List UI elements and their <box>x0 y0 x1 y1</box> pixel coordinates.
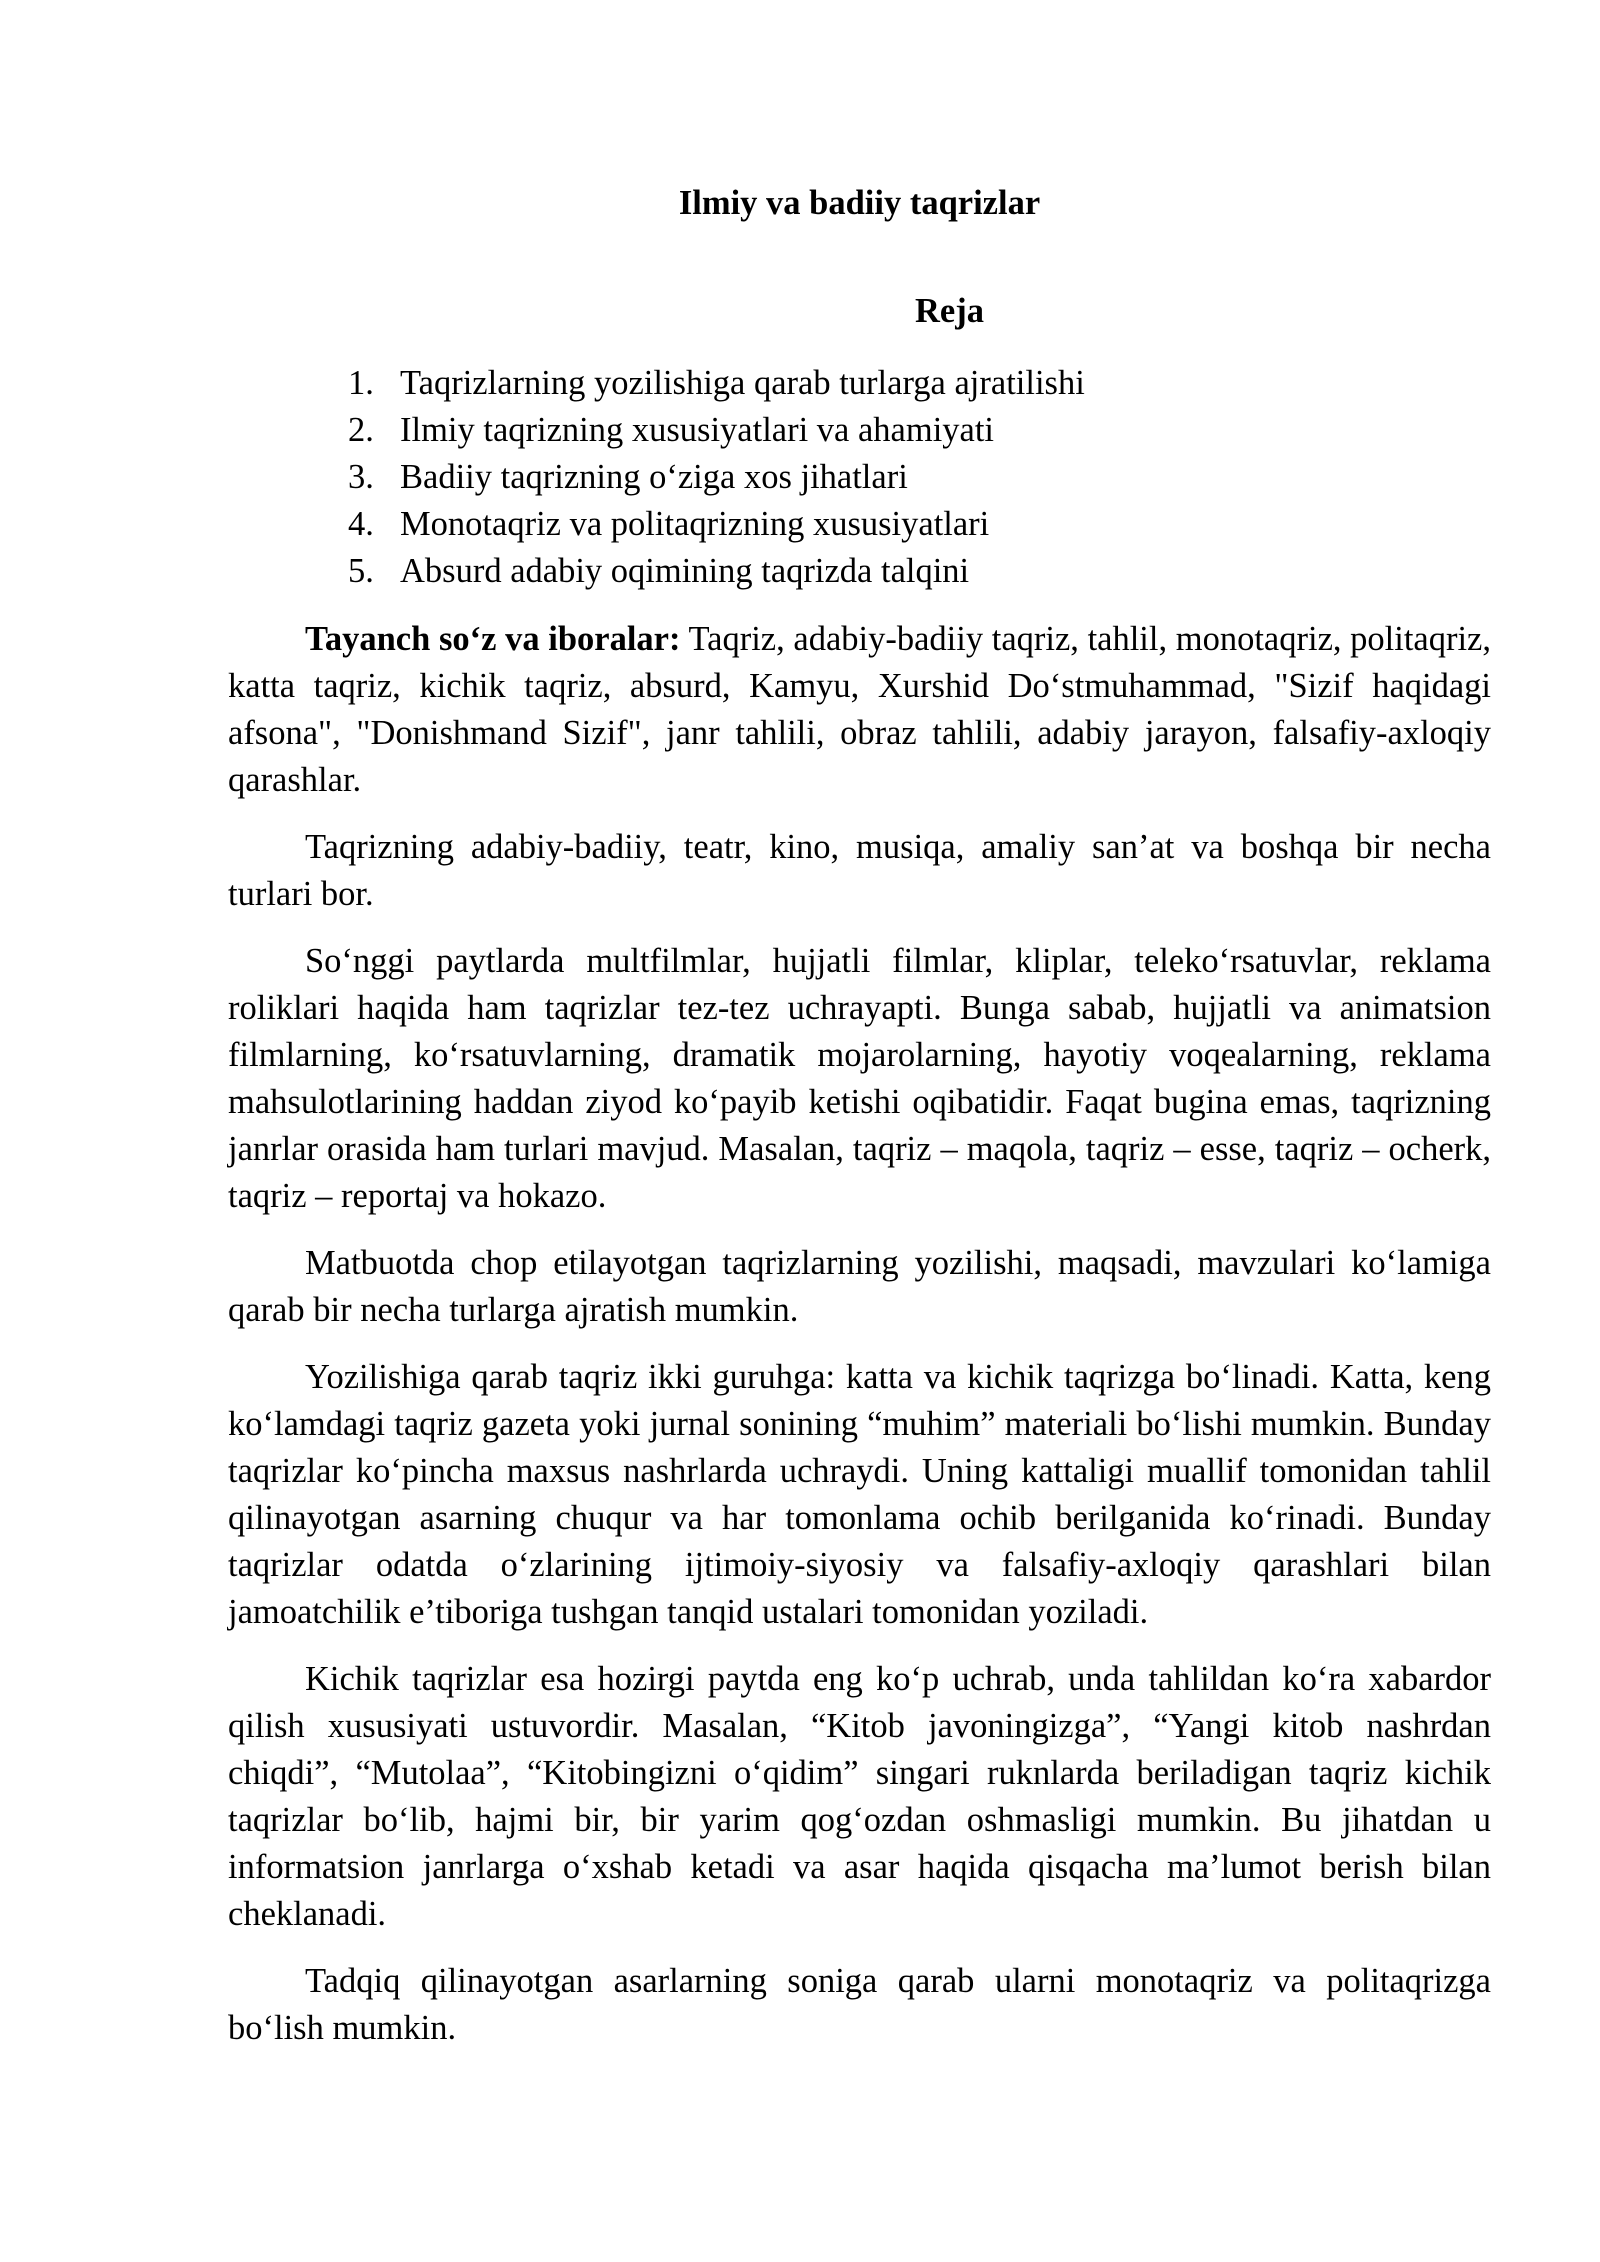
plan-item-text: Monotaqriz va politaqrizning xususiyatlari <box>400 505 990 543</box>
keywords-paragraph <box>228 616 1491 804</box>
plan-heading: Reja <box>915 292 984 330</box>
plan-item-number: 5. <box>348 552 374 590</box>
document-title: Ilmiy va badiiy taqrizlar <box>678 184 1041 222</box>
plan-item <box>348 501 1085 548</box>
plan-list <box>348 360 1085 595</box>
plan-item-number: 2. <box>348 411 374 449</box>
plan-item-text: Taqrizlarning yozilishiga qarab turlarga ajratilishi <box>400 364 1085 402</box>
plan-item-text: Absurd adabiy oqimining taqrizda talqini <box>400 552 970 590</box>
body-paragraph: Kichik taqrizlar esa hozirgi paytda eng ko‘p uchrab, unda tahlildan ko‘ra xabardor qilish xususiyati ustuvordir. Masalan, “Kitob javoningizga”, “Yangi kitob nashrdan chiqdi”, “Mutolaa”, “Kitobingizni o‘qidim” singari ruknlarda beriladigan taqriz kichik taqrizlar bo‘lib, hajmi bir, bir yarim qog‘ozdan oshmasligi mumkin. Bu jihatdan u informatsion janrlarga o‘xshab ketadi va asar haqida qisqacha ma’lumot berish bilan cheklanadi. <box>228 1660 1491 1933</box>
plan-item-text: Badiiy taqrizning o‘ziga xos jihatlari <box>400 458 908 496</box>
plan-item <box>348 360 1085 407</box>
keywords-label: Tayanch so‘z va iboralar: <box>305 620 681 658</box>
body-text <box>228 616 1491 2072</box>
body-paragraph: Tadqiq qilinayotgan asarlarning soniga qarab ularni monotaqriz va politaqrizga bo‘lish mumkin. <box>228 1962 1491 2047</box>
plan-item-number: 3. <box>348 458 374 496</box>
body-paragraph: Taqrizning adabiy-badiiy, teatr, kino, musiqa, amaliy san’at va boshqa bir necha turlari bor. <box>228 828 1491 913</box>
body-paragraph: Matbuotda chop etilayotgan taqrizlarning yozilishi, maqsadi, mavzulari ko‘lamiga qarab bir necha turlarga ajratish mumkin. <box>228 1244 1491 1329</box>
plan-item-number: 4. <box>348 505 374 543</box>
plan-item <box>348 454 1085 501</box>
plan-item-number: 1. <box>348 364 374 402</box>
plan-item <box>348 548 1085 595</box>
keywords-text: Taqriz, adabiy-badiiy taqriz, tahlil, monotaqriz, politaqriz, katta taqriz, kichik taqriz, absurd, Kamyu, Xurshid Do‘stmuhammad, "Sizif haqidagi afsona", "Donishmand Sizif", janr tahlili, obraz tahlili, adabiy jarayon, falsafiy-axloqiy qarashlar. <box>228 620 1491 799</box>
body-paragraph: So‘nggi paytlarda multfilmlar, hujjatli filmlar, kliplar, teleko‘rsatuvlar, reklama roliklari haqida ham taqrizlar tez-tez uchrayapti. Bunga sabab, hujjatli va animatsion filmlarning, ko‘rsatuvlarning, dramatik mojarolarning, hayotiy voqealarning, reklama mahsulotlarining haddan ziyod ko‘payib ketishi oqibatidir. Faqat bugina emas, taqrizning janrlar orasida ham turlari mavjud. Masalan, taqriz – maqola, taqriz – esse, taqriz – ocherk, taqriz – reportaj va hokazo. <box>228 942 1491 1215</box>
body-paragraph: Yozilishiga qarab taqriz ikki guruhga: katta va kichik taqrizga bo‘linadi. Katta, keng ko‘lamdagi taqriz gazeta yoki jurnal sonining “muhim” materiali bo‘lishi mumkin. Bunday taqrizlar ko‘pincha maxsus nashrlarda uchraydi. Uning kattaligi muallif tomonidan tahlil qilinayotgan asarning chuqur va har tomonlama ochib berilganida ko‘rinadi. Bunday taqrizlar odatda o‘zlarining ijtimoiy-siyosiy va falsafiy-axloqiy qarashlari bilan jamoatchilik e’tiboriga tushgan tanqid ustalari tomonidan yoziladi. <box>228 1358 1491 1631</box>
plan-item-text: Ilmiy taqrizning xususiyatlari va ahamiyati <box>400 411 995 449</box>
plan-item <box>348 407 1085 454</box>
